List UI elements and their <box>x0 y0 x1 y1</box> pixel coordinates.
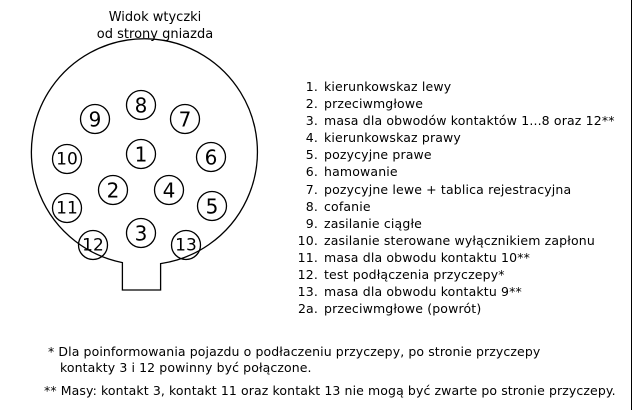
pin-6 <box>197 143 226 172</box>
legend-text: zasilanie sterowane wyłącznikiem zapłonu <box>324 232 595 248</box>
legend-row <box>292 163 615 180</box>
pin-label: 3 <box>134 221 148 246</box>
pin-label: 2 <box>106 178 120 203</box>
legend-row <box>292 283 615 300</box>
pin-label: 10 <box>56 149 78 170</box>
pin-8 <box>127 91 156 120</box>
legend-number: 9. <box>305 215 318 231</box>
legend-row <box>292 232 615 249</box>
legend-row <box>292 266 615 283</box>
legend-number: 3. <box>305 113 318 129</box>
pin-12 <box>79 231 108 260</box>
legend-number: 2a. <box>297 301 318 317</box>
legend-row <box>292 300 615 317</box>
pin-3 <box>127 219 156 248</box>
pin-label: 9 <box>88 107 102 132</box>
legend-text: hamowanie <box>324 164 398 180</box>
legend-text: masa dla obwodu kontaktu 9** <box>324 284 522 300</box>
legend-number: 8. <box>305 198 318 214</box>
pin-label: 1 <box>134 142 148 167</box>
legend-text: przeciwmgłowe (powrót) <box>324 301 482 317</box>
pin-11 <box>53 194 82 223</box>
pin-13 <box>172 231 201 260</box>
legend-text: masa dla obwodu kontaktu 10** <box>324 249 531 265</box>
legend-row <box>292 198 615 215</box>
pin-label: 13 <box>175 235 197 256</box>
legend-row <box>292 249 615 266</box>
legend-row <box>292 215 615 232</box>
legend-text: kierunkowskaz lewy <box>324 79 452 94</box>
legend-row <box>292 129 615 146</box>
legend-number: 6. <box>305 164 318 180</box>
legend-number: 11. <box>297 249 318 265</box>
note-2: ** Masy: kontakt 3, kontakt 11 oraz kontakt 13 nie mogą być zwarte po stronie przyczepy. <box>44 383 616 398</box>
legend-text: przeciwmgłowe <box>324 96 424 112</box>
legend-number: 13. <box>297 284 318 300</box>
pin-2 <box>99 176 128 205</box>
legend-text: cofanie <box>324 198 371 214</box>
legend-row <box>292 78 615 95</box>
legend-text: pozycyjne prawe <box>324 147 432 163</box>
legend-number: 4. <box>305 130 318 146</box>
legend-text: pozycyjne lewe + tablica rejestracyjna <box>324 181 572 197</box>
legend-text: test podłączenia przyczepy* <box>324 267 505 283</box>
pin-10 <box>53 145 82 174</box>
pin-label: 8 <box>134 93 148 118</box>
title-line-2: od strony gniazda <box>96 27 214 42</box>
pin-label: 12 <box>82 235 104 256</box>
note-1-line-1: * Dla poinformowania pojazdu o podłaczeniu przyczepy, po stronie przyczepy <box>48 344 541 359</box>
legend-number: 1. <box>305 79 318 94</box>
legend-text: masa dla obwodów kontaktów 1...8 oraz 12** <box>324 113 615 129</box>
legend-text: kierunkowskaz prawy <box>324 130 461 146</box>
legend-row <box>292 181 615 198</box>
legend-number: 12. <box>297 267 318 283</box>
legend-row <box>292 112 615 129</box>
pin-4 <box>155 176 184 205</box>
legend-row <box>292 146 615 163</box>
pin-7 <box>171 105 200 134</box>
pin-label: 5 <box>205 194 219 219</box>
pin-9 <box>81 105 110 134</box>
pin-label: 4 <box>162 178 176 203</box>
legend-number: 10. <box>297 232 318 248</box>
legend-text: zasilanie ciągłe <box>324 215 422 231</box>
pin-1 <box>127 140 156 169</box>
pin-legend <box>292 78 615 317</box>
pin-label: 11 <box>56 198 78 219</box>
legend-number: 7. <box>305 181 318 197</box>
legend-number: 2. <box>305 96 318 112</box>
right-border-line <box>631 0 632 410</box>
legend-row <box>292 95 615 112</box>
legend-number: 5. <box>305 147 318 163</box>
title-line-1: Widok wtyczki <box>108 10 202 25</box>
pin-label: 7 <box>178 107 192 132</box>
pin-5 <box>198 192 227 221</box>
note-1-line-2: kontakty 3 i 12 powinny być połączone. <box>60 360 312 375</box>
pin-label: 6 <box>204 145 218 170</box>
